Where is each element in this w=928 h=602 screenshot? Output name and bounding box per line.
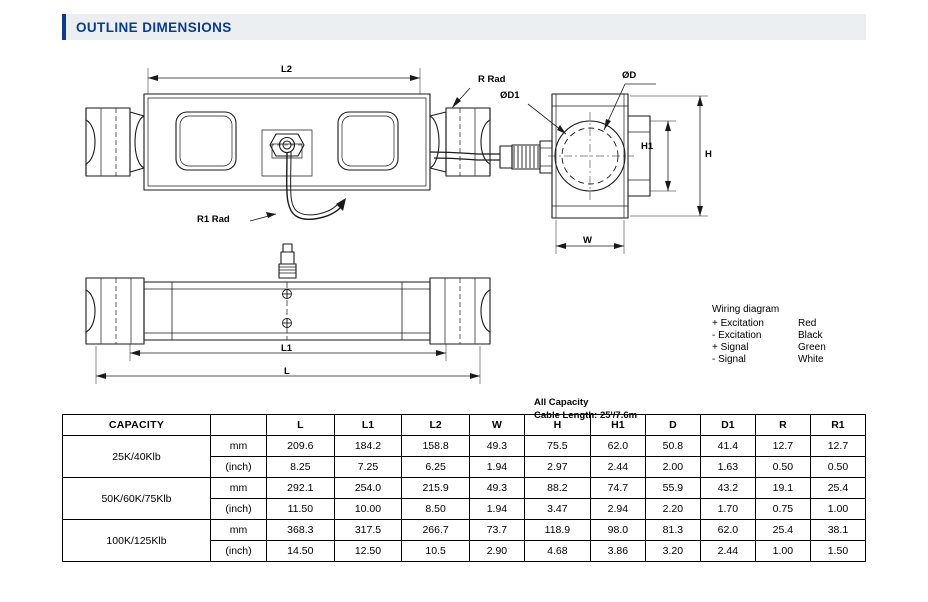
label-r-rad: R Rad — [478, 74, 506, 85]
cell-d: 2.20 — [645, 499, 700, 520]
th-w: W — [469, 415, 524, 436]
cell-l2: 266.7 — [402, 520, 470, 541]
th-h: H — [524, 415, 590, 436]
wiring-signal: - Excitation — [712, 330, 762, 341]
cell-r1: 38.1 — [810, 520, 865, 541]
th-r1: R1 — [810, 415, 865, 436]
label-h1: H1 — [641, 141, 654, 152]
th-l: L — [267, 415, 335, 436]
cell-h1: 74.7 — [590, 478, 645, 499]
cell-l2: 6.25 — [402, 457, 470, 478]
cell-d: 50.8 — [645, 436, 700, 457]
label-l2: L2 — [281, 64, 293, 75]
cell-l: 11.50 — [267, 499, 335, 520]
cell-l2: 215.9 — [402, 478, 470, 499]
cell-w: 1.94 — [469, 499, 524, 520]
cell-l2: 8.50 — [402, 499, 470, 520]
unit-cell: (inch) — [211, 457, 267, 478]
cell-r1: 1.00 — [810, 499, 865, 520]
table-row — [63, 478, 866, 499]
wiring-color: White — [798, 354, 824, 365]
cell-d1: 1.63 — [700, 457, 755, 478]
cell-h1: 62.0 — [590, 436, 645, 457]
cell-l: 292.1 — [267, 478, 335, 499]
cell-d: 81.3 — [645, 520, 700, 541]
dimensions-table-head — [63, 415, 866, 436]
cell-l1: 317.5 — [334, 520, 402, 541]
th-d1: D1 — [700, 415, 755, 436]
wiring-row — [712, 342, 826, 354]
wiring-signal: + Signal — [712, 342, 749, 353]
cell-r1: 0.50 — [810, 457, 865, 478]
cell-r: 0.75 — [755, 499, 810, 520]
wiring-row — [712, 330, 826, 342]
cell-l: 8.25 — [267, 457, 335, 478]
cell-w: 73.7 — [469, 520, 524, 541]
cell-w: 2.90 — [469, 541, 524, 562]
cell-l2: 158.8 — [402, 436, 470, 457]
cell-h: 4.68 — [524, 541, 590, 562]
wiring-diagram-title: Wiring diagram — [712, 304, 780, 315]
th-l2: L2 — [402, 415, 470, 436]
cell-h: 88.2 — [524, 478, 590, 499]
capacity-cell: 50K/60K/75Klb — [63, 478, 211, 520]
th-r: R — [755, 415, 810, 436]
wiring-color: Green — [798, 342, 826, 353]
cell-l1: 184.2 — [334, 436, 402, 457]
cell-d1: 43.2 — [700, 478, 755, 499]
cell-w: 49.3 — [469, 436, 524, 457]
cell-d1: 1.70 — [700, 499, 755, 520]
cable-length-note-line1: All Capacity — [534, 397, 589, 408]
cell-d1: 2.44 — [700, 541, 755, 562]
cell-h: 118.9 — [524, 520, 590, 541]
cable-length-note-line2: Cable Length: 25'/7.6m — [534, 410, 638, 421]
unit-cell: mm — [211, 478, 267, 499]
cell-r1: 1.50 — [810, 541, 865, 562]
cell-l1: 7.25 — [334, 457, 402, 478]
cell-r1: 25.4 — [810, 478, 865, 499]
cell-d: 2.00 — [645, 457, 700, 478]
cell-l1: 10.00 — [334, 499, 402, 520]
cell-r: 12.7 — [755, 436, 810, 457]
wiring-signal: - Signal — [712, 354, 746, 365]
wiring-row — [712, 354, 826, 366]
wiring-row — [712, 318, 826, 330]
cell-r: 1.00 — [755, 541, 810, 562]
cell-h1: 3.86 — [590, 541, 645, 562]
th-h1: H1 — [590, 415, 645, 436]
cell-d1: 62.0 — [700, 520, 755, 541]
th-unit — [211, 415, 267, 436]
cell-l: 14.50 — [267, 541, 335, 562]
cell-l2: 10.5 — [402, 541, 470, 562]
table-header-row — [63, 415, 866, 436]
unit-cell: (inch) — [211, 499, 267, 520]
capacity-cell: 25K/40Klb — [63, 436, 211, 478]
cell-d1: 41.4 — [700, 436, 755, 457]
unit-cell: (inch) — [211, 541, 267, 562]
capacity-cell: 100K/125Klb — [63, 520, 211, 562]
cell-h: 75.5 — [524, 436, 590, 457]
label-w: W — [583, 235, 592, 246]
dimensions-table — [62, 414, 866, 562]
cell-d: 55.9 — [645, 478, 700, 499]
wiring-signal: + Excitation — [712, 318, 764, 329]
cell-l: 368.3 — [267, 520, 335, 541]
cell-r1: 12.7 — [810, 436, 865, 457]
unit-cell: mm — [211, 436, 267, 457]
cell-w: 49.3 — [469, 478, 524, 499]
th-l1: L1 — [334, 415, 402, 436]
page-title: OUTLINE DIMENSIONS — [76, 19, 232, 35]
cell-r: 19.1 — [755, 478, 810, 499]
th-capacity: CAPACITY — [63, 415, 211, 436]
table-row — [63, 520, 866, 541]
label-l1: L1 — [281, 343, 293, 354]
wiring-diagram — [712, 304, 826, 366]
cell-r: 0.50 — [755, 457, 810, 478]
outline-drawing — [0, 46, 928, 421]
cell-w: 1.94 — [469, 457, 524, 478]
cell-h1: 2.44 — [590, 457, 645, 478]
cell-r: 25.4 — [755, 520, 810, 541]
table-row — [63, 436, 866, 457]
cell-h: 2.97 — [524, 457, 590, 478]
wiring-color: Red — [798, 318, 817, 329]
wiring-color: Black — [798, 330, 823, 341]
label-l: L — [284, 366, 290, 377]
label-od1: ØD1 — [500, 90, 520, 101]
cell-l1: 12.50 — [334, 541, 402, 562]
cell-h: 3.47 — [524, 499, 590, 520]
cell-h1: 2.94 — [590, 499, 645, 520]
section-header-bar — [62, 14, 866, 40]
dimensions-table-body — [63, 436, 866, 562]
cell-l: 209.6 — [267, 436, 335, 457]
label-r1-rad: R1 Rad — [197, 214, 230, 225]
label-od: ØD — [622, 70, 637, 81]
th-d: D — [645, 415, 700, 436]
cell-d: 3.20 — [645, 541, 700, 562]
label-h: H — [705, 149, 712, 160]
cell-h1: 98.0 — [590, 520, 645, 541]
unit-cell: mm — [211, 520, 267, 541]
cell-l1: 254.0 — [334, 478, 402, 499]
wiring-table — [712, 318, 826, 366]
